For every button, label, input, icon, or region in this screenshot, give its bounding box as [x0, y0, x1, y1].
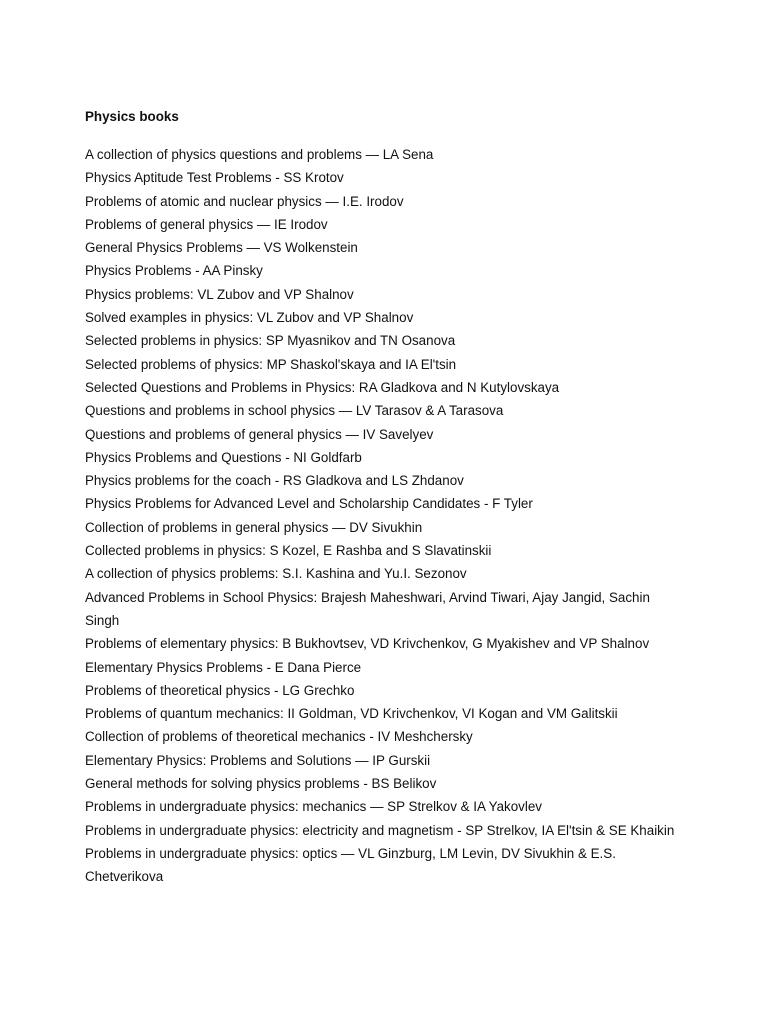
book-entry: Physics problems for the coach - RS Gladkova and LS Zhdanov: [85, 473, 464, 489]
book-entry: General methods for solving physics problems - BS Belikov: [85, 776, 437, 792]
book-entry: Physics Problems for Advanced Level and Scholarship Candidates - F Tyler: [85, 496, 533, 512]
book-entry: Selected Questions and Problems in Physics: RA Gladkova and N Kutylovskaya: [85, 379, 560, 395]
book-entry: Problems of theoretical physics - LG Grechko: [85, 682, 355, 698]
book-entry: Problems of elementary physics: B Bukhovtsev, VD Krivchenkov, G Myakishev and VP Shalnov: [85, 636, 650, 652]
book-entry: Elementary Physics: Problems and Solutions — IP Gurskii: [85, 752, 431, 768]
book-entry: Problems in undergraduate physics: mechanics — SP Strelkov & IA Yakovlev: [85, 799, 542, 815]
book-entry: A collection of physics questions and problems — LA Sena: [85, 147, 434, 162]
book-entry: Collected problems in physics: S Kozel, E Rashba and S Slavatinskii: [85, 543, 492, 559]
book-entry: Physics Problems - AA Pinsky: [85, 263, 263, 279]
book-entry: Physics problems: VL Zubov and VP Shalnov: [85, 286, 354, 302]
book-entry: Problems of general physics — IE Irodov: [85, 216, 328, 232]
book-entry: Problems of quantum mechanics: II Goldman, VD Krivchenkov, VI Kogan and VM Galitskii: [85, 706, 618, 722]
book-entry: A collection of physics problems: S.I. Kashina and Yu.I. Sezonov: [85, 566, 467, 582]
book-entry: Collection of problems in general physics — DV Sivukhin: [85, 519, 423, 535]
book-entry: Questions and problems in school physics — LV Tarasov & A Tarasova: [85, 403, 504, 419]
book-entry: Questions and problems of general physics — IV Savelyev: [85, 426, 434, 442]
book-entry: Collection of problems of theoretical mechanics - IV Meshchersky: [85, 729, 473, 745]
book-entry: Physics Aptitude Test Problems - SS Krotov: [85, 170, 344, 186]
document-title: Physics books: [85, 109, 179, 124]
book-entry: Elementary Physics Problems - E Dana Pierce: [85, 659, 362, 675]
book-entry: Problems in undergraduate physics: electricity and magnetism - SP Strelkov, IA El'tsin & SE Khaikin: [85, 822, 675, 838]
book-entry: Solved examples in physics: VL Zubov and VP Shalnov: [85, 310, 414, 326]
book-entry: Selected problems of physics: MP Shaskol'skaya and IA El'tsin: [85, 356, 457, 372]
book-entry: Problems of atomic and nuclear physics — I.E. Irodov: [85, 193, 404, 209]
book-entry: Advanced Problems in School Physics: Brajesh Maheshwari, Arvind Tiwari, Ajay Jangid, Sachin Singh: [85, 589, 650, 628]
book-list: [85, 143, 685, 889]
book-entry: Problems in undergraduate physics: optics — VL Ginzburg, LM Levin, DV Sivukhin & E.S. Chetverikova: [85, 845, 616, 885]
book-entry: General Physics Problems — VS Wolkenstein: [85, 240, 358, 256]
document-page: [85, 107, 685, 889]
book-entry: Selected problems in physics: SP Myasnikov and TN Osanova: [85, 333, 456, 349]
book-entry: Physics Problems and Questions - NI Goldfarb: [85, 449, 362, 465]
